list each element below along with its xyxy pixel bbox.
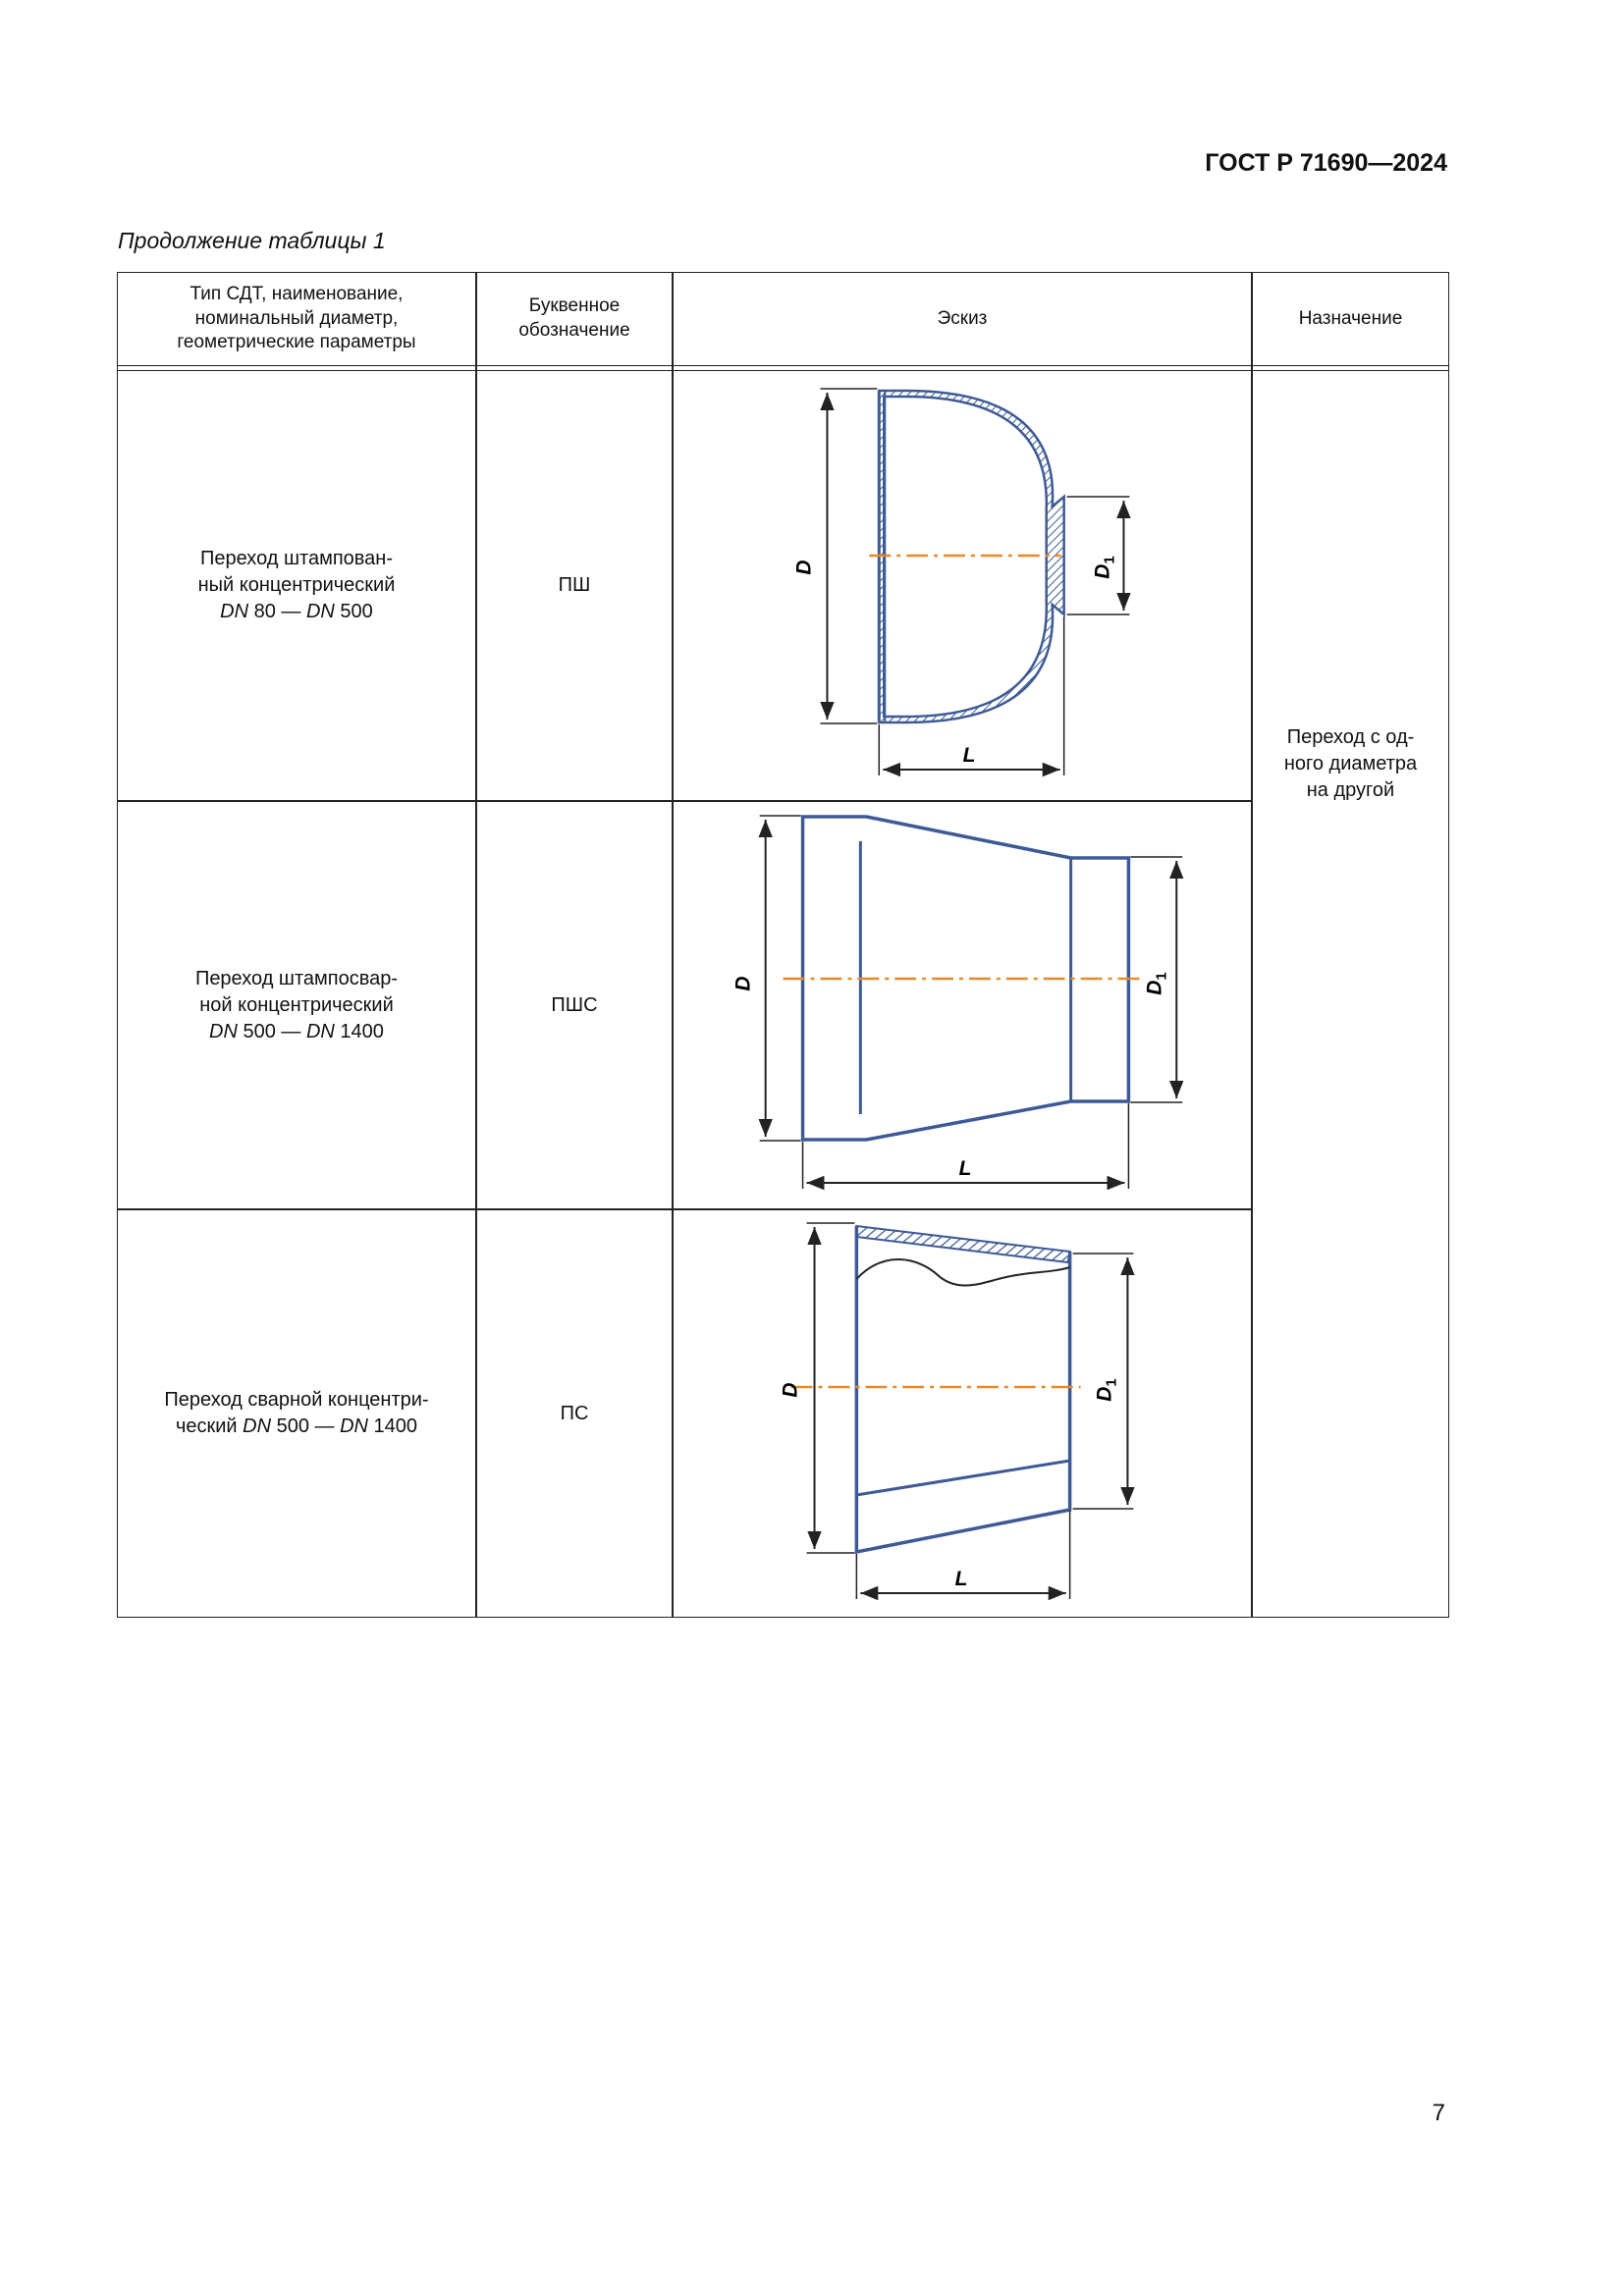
table-caption: Продолжение таблицы 1 — [118, 228, 386, 253]
standard-number: ГОСТ Р 71690—2024 — [1205, 149, 1447, 177]
column-header-sketch: Эскиз — [673, 272, 1252, 366]
code-cell: ПС — [476, 1209, 673, 1618]
column-header-code: Буквенное обозначение — [476, 272, 673, 366]
welded-reducer-sketch — [674, 1210, 1251, 1617]
page-number: 7 — [1432, 2100, 1445, 2126]
sketch-cell — [673, 1209, 1252, 1618]
sketch-cell — [673, 801, 1252, 1209]
code-cell: ПШ — [476, 370, 673, 801]
column-header-purpose: Назначение — [1252, 272, 1449, 366]
sketch-cell — [673, 370, 1252, 801]
svg-text:D1: $D_1$ — [1093, 1378, 1120, 1402]
purpose-cell: Переход с од- ного диаметра на другой — [1252, 370, 1449, 1618]
stamp-welded-reducer-sketch — [674, 802, 1251, 1208]
reducer-table — [117, 272, 1449, 1618]
svg-text:D1: $D_1$ — [1143, 972, 1170, 995]
table-row — [117, 370, 1449, 801]
type-cell: Переход штампосвар- ной концентрический DN 500 — DN 1400 — [117, 801, 476, 1209]
svg-text:L: L — [954, 1567, 968, 1591]
svg-text:D1: $D_1$ — [1091, 556, 1118, 579]
table-row — [117, 1209, 1449, 1618]
type-cell: Переход штампован- ный концентрический DN 80 — DN 500 — [117, 370, 476, 801]
type-cell: Переход сварной концентри- ческий DN 500 — DN 1400 — [117, 1209, 476, 1618]
stamped-reducer-sketch — [674, 371, 1251, 800]
svg-text:D: D — [779, 1382, 802, 1398]
svg-text:L: L — [958, 1156, 972, 1181]
svg-text:D: D — [792, 560, 816, 575]
code-cell: ПШС — [476, 801, 673, 1209]
svg-text:L: L — [962, 743, 976, 768]
column-header-type: Тип СДТ, наименование, номинальный диаметр, геометрические параметры — [117, 272, 476, 366]
table-row — [117, 801, 1449, 1209]
svg-text:D: D — [731, 976, 755, 991]
table-header-row — [117, 272, 1449, 366]
